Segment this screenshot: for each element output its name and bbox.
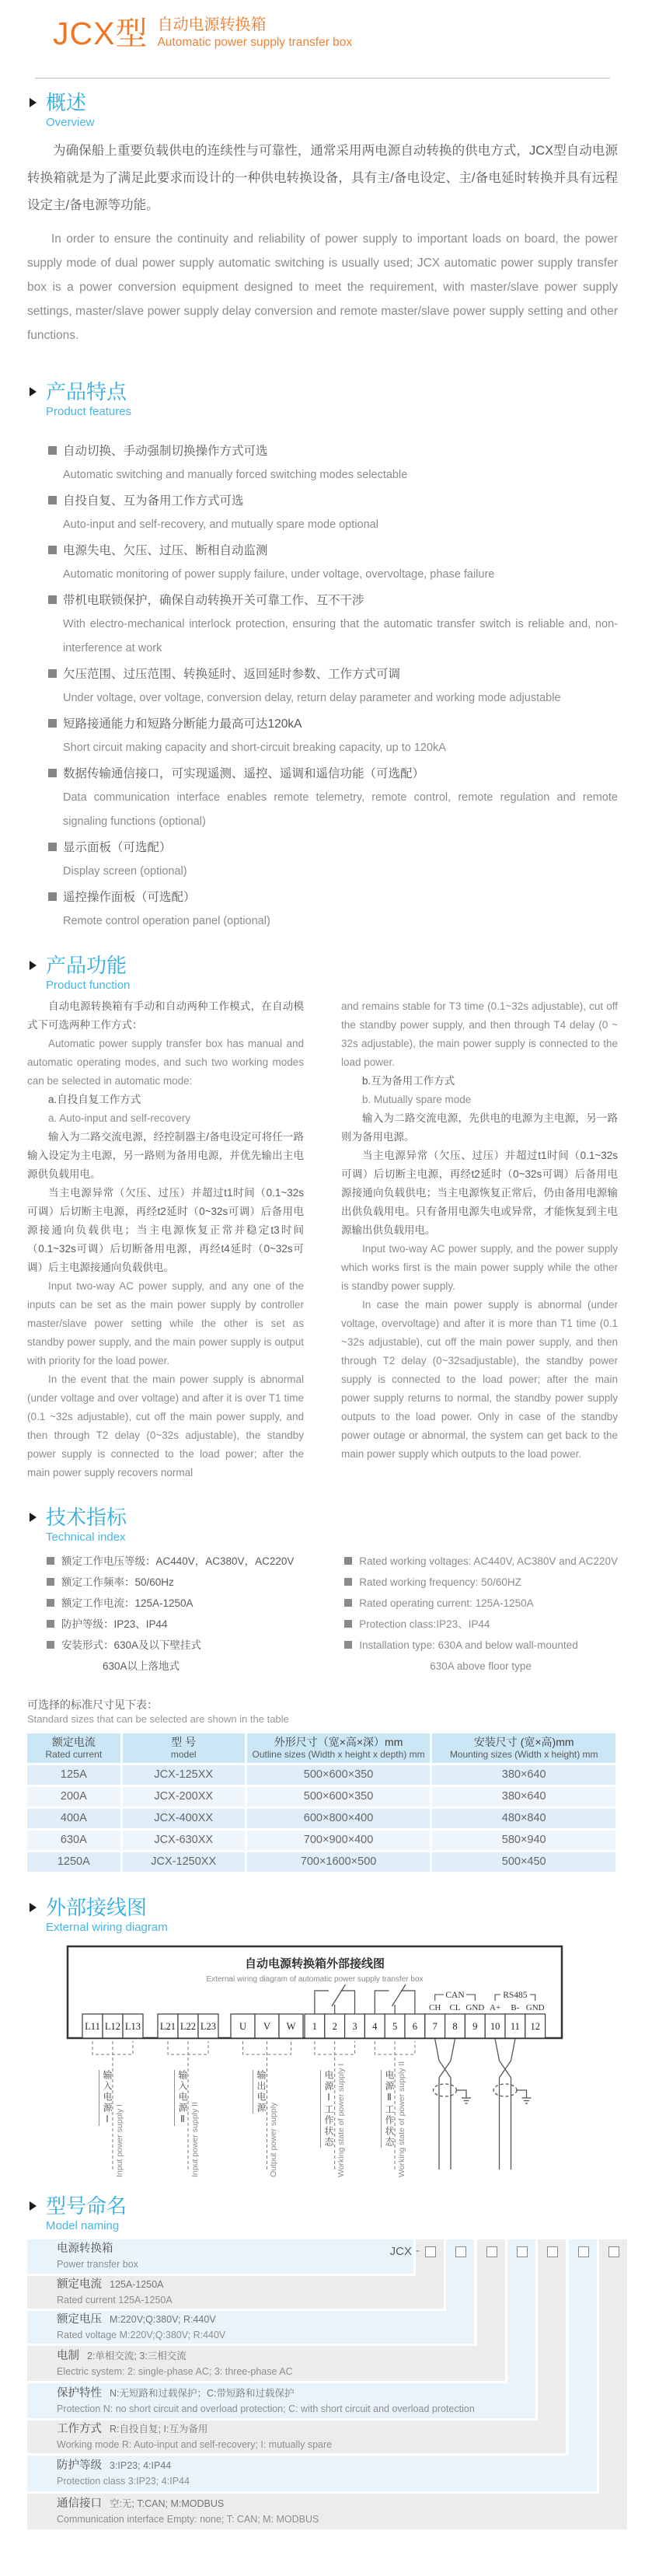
function-paragraph: Input two-way AC power supply, and any one of the inputs can be set as the main power supply by controller master/slave power setting while the other is set as standby power supply, and the main power supply is output with priority for the load power. <box>27 1280 304 1367</box>
section-title-zh: 概述 <box>46 91 87 114</box>
pin-gnd2: GND <box>525 2003 545 2012</box>
twisted-pair-rs485 <box>493 2039 532 2169</box>
group-label-zh: 电源Ⅰ工作状态 <box>320 2070 334 2148</box>
feature-item <box>48 539 618 587</box>
naming-row: 防护等级 3:IP23; 4:IP44 Protection class 3:IP23; 4:IP44 <box>27 2456 597 2491</box>
tech-item: 额定工作频率：50/60Hz <box>47 1572 344 1593</box>
section-marker-triangle <box>30 1903 37 1912</box>
code-column-strip <box>599 2239 627 2494</box>
function-paragraph: 输入为二路交流电源，经控制器主/备电设定可将任一路输入设定为主电源，另一路则为备用电源，并优先输出主电源供负载用电。 <box>27 1131 304 1180</box>
bullet-square-icon <box>48 669 57 678</box>
section-title-zh: 技术指标 <box>46 1506 127 1529</box>
wiring-diagram-svg <box>66 1944 563 2182</box>
feature-text-zh: 显示面板（可选配） <box>63 841 172 854</box>
tech-item: Protection class:IP23、IP44 <box>344 1614 618 1635</box>
svg-text:12: 12 <box>530 2021 540 2032</box>
section-title-zh: 产品特点 <box>46 380 127 403</box>
code-column-strip <box>538 2239 566 2421</box>
bullet-square-icon <box>48 769 57 777</box>
feature-text-en: Automatic monitoring of power supply failure, under voltage, overvoltage, phase failure <box>63 568 495 581</box>
wiring-diagram <box>27 1944 627 2182</box>
product-model-title: JCX型 <box>53 16 148 51</box>
sizes-intro-zh: 可选择的标准尺寸见下表： <box>27 1698 158 1711</box>
sizes-intro-en: Standard sizes that can be selected are shown in the table <box>27 1713 289 1725</box>
function-paragraph: 输入为二路交流电源，先供电的电源为主电源，另一路则为备用电源。 <box>341 1112 618 1143</box>
feature-text-zh: 带机电联锁保护，确保自动转换开关可靠工作、互不干涉 <box>63 594 364 607</box>
model-code-box <box>517 2246 528 2257</box>
feature-item <box>48 439 618 487</box>
bullet-square-icon <box>48 892 57 901</box>
naming-row: 额定电压 M:220V;Q:380V; R:440V Rated voltage M:220V;Q:380V; R:440V <box>27 2311 474 2344</box>
bullet-square-icon <box>48 496 57 504</box>
code-column-strip <box>569 2239 597 2456</box>
bullet-square-icon <box>48 546 57 554</box>
function-paragraph: Automatic power supply transfer box has manual and automatic operating modes, and such two working modes can be selected in automatic mode: <box>27 1038 304 1087</box>
feature-text-zh: 短路接通能力和短路分断能力最高可达120kA <box>63 717 302 731</box>
product-title-zh: 自动电源转换箱 <box>157 16 267 33</box>
diagram-box-title-zh: 自动电源转换箱外部接线图 <box>244 1958 385 1970</box>
tech-item: 额定工作电压等级：AC440V，AC380V，AC220V <box>47 1551 344 1572</box>
bullet-square-icon <box>48 719 57 728</box>
function-columns <box>27 997 618 1482</box>
group-label-zh: 电源Ⅱ工作状态 <box>381 2070 395 2148</box>
tech-item: 防护等级：IP23、IP44 <box>47 1614 344 1635</box>
function-paragraph: a.自投自复工作方式 <box>48 1094 141 1105</box>
model-code-dash: - <box>416 2244 420 2257</box>
function-paragraph: 自动电源转换箱有手动和自动两种工作模式，在自动模式下可选两种工作方式： <box>27 1000 304 1031</box>
feature-text-zh: 数据传输通信接口，可实现遥测、遥控、遥调和遥信功能（可选配） <box>63 767 425 780</box>
standard-sizes-table <box>25 1731 618 1874</box>
bus-pin-labels <box>429 2003 545 2012</box>
diagram-box-title-en: External wiring diagram of automatic power supply transfer box <box>206 1975 424 1984</box>
function-paragraph: In case the main power supply is abnormal (under voltage, overvoltage) and after it is more than T1 time (0.1 ~32s adjustable), cut off the main power supply, and then through T2 delay (0~32sadjustable), the standby power supply is connected to the load power; after the main power supply returns to normal, the standby power supply outputs to the load power. Only in case of the standby power outage or abnormal, the system can get back to the main power supply which outputs to the load power. <box>341 1299 618 1460</box>
feature-item <box>48 489 618 537</box>
bullet-square-icon <box>48 446 57 455</box>
model-code-box <box>608 2246 619 2257</box>
svg-text:1: 1 <box>312 2021 318 2032</box>
shield-ellipse <box>434 2084 457 2096</box>
naming-row: 额定电流 125A-1250A Rated current 125A-1250A <box>27 2276 444 2309</box>
tech-column-en <box>344 1551 618 1677</box>
svg-text:L23: L23 <box>200 2021 217 2032</box>
feature-text-zh: 欠压范围、过压范围、转换延时、返回延时参数、工作方式可调 <box>63 668 401 681</box>
table-row: 200A JCX-200XX 500×600×350 380×640 <box>27 1787 615 1806</box>
feature-item <box>48 762 618 834</box>
function-paragraph: In the event that the main power supply is abnormal (under voltage and over voltage) and after it is over T1 time (0.1 ~32s adjustable), cut off the main power supply, and then through T2 delay (0~32s adjustable), the standby power supply is connected to the load power; after the main power supply recovers normal <box>27 1374 304 1478</box>
bullet-square-icon <box>344 1641 352 1649</box>
code-column-strip <box>507 2239 535 2383</box>
svg-text:8: 8 <box>452 2021 458 2032</box>
tech-item: Rated working voltages: AC440V, AC380V and AC220V <box>344 1551 618 1572</box>
model-code-box <box>455 2246 466 2257</box>
feature-item <box>48 885 618 934</box>
function-paragraph: b. Mutually spare mode <box>362 1094 472 1105</box>
feature-text-en: Short circuit making capacity and short-circuit breaking capacity, up to 120kA <box>63 742 446 754</box>
group-label-en: Working state of power supply II <box>397 2061 406 2177</box>
feature-item <box>48 662 618 710</box>
naming-row: 保护特性 N:无短路和过载保护；C:带短路和过载保护 Protection N: no short circuit and overload protection; C: with short circuit and overload protection <box>27 2383 535 2418</box>
bullet-square-icon <box>47 1557 54 1565</box>
svg-text:W: W <box>286 2021 296 2032</box>
table-header-row: 额定电流 Rated current 型 号 model 外形尺寸（宽×高×深）mm Outline sizes (Width x height x depth) mm 安装尺寸 (宽×高)mm Mounting sizes (Width x height) mm <box>27 1733 615 1763</box>
svg-text:L11: L11 <box>85 2021 100 2032</box>
tech-item: 额定工作电流：125A-1250A <box>47 1593 344 1614</box>
bullet-square-icon <box>48 595 57 604</box>
pin-cl: CL <box>449 2003 461 2012</box>
feature-list <box>48 439 618 934</box>
feature-item <box>48 588 618 661</box>
naming-row: 通信接口 空:无; T:CAN; M:MODBUS Communication interface Empty: none; T: CAN; M: MODBUS <box>27 2494 627 2529</box>
model-code-box <box>578 2246 589 2257</box>
group-label-en: Working state of power supply I <box>336 2063 346 2177</box>
function-paragraph: Input two-way AC power supply, and the power supply which works first is the main power supply while the other is standby power supply. <box>341 1243 618 1292</box>
bullet-square-icon <box>344 1599 352 1607</box>
function-paragraph: and remains stable for T3 time (0.1~32s adjustable), cut off the standby power supply, and then through T4 delay (0 ~ 32s adjustable), the main power supply is connected to the load power. <box>341 1000 618 1068</box>
pin-a-plus: A+ <box>490 2003 501 2012</box>
section-title-en: Model naming <box>46 2219 120 2232</box>
function-paragraph: a. Auto-input and self-recovery <box>48 1112 191 1124</box>
svg-text:7: 7 <box>432 2021 438 2032</box>
group-label-en: Input power supply I <box>115 2104 124 2177</box>
svg-text:L22: L22 <box>180 2021 197 2032</box>
feature-text-en: Data communication interface enables remote telemetry, remote control, remote regulation and remote signaling functions (optional) <box>63 791 618 828</box>
feature-text-en: Auto-input and self-recovery, and mutually spare mode optional <box>63 518 378 531</box>
section-title-zh: 型号命名 <box>46 2194 127 2218</box>
group-label-en: Input power supply II <box>190 2102 200 2177</box>
section-title-en: Overview <box>46 116 95 129</box>
naming-row: 工作方式 R:自投自复; I:互为备用 Working mode R: Auto-input and self-recovery; I: mutually spare <box>27 2421 566 2453</box>
bullet-square-icon <box>344 1557 352 1565</box>
section-marker-triangle <box>30 2201 37 2211</box>
tech-item: Installation type: 630A and below wall-mounted <box>344 1635 618 1656</box>
naming-row: 电源转换箱 Power transfer box <box>27 2239 413 2274</box>
section-function-header <box>27 954 618 994</box>
page-header <box>53 11 645 61</box>
tech-index-columns <box>47 1551 618 1677</box>
feature-item <box>48 836 618 884</box>
section-marker-triangle <box>30 1513 37 1522</box>
section-marker-triangle <box>30 961 37 970</box>
feature-text-en: Under voltage, over voltage, conversion delay, return delay parameter and working mode adjustable <box>63 692 561 704</box>
tech-item: Rated operating current: 125A-1250A <box>344 1593 618 1614</box>
overview-paragraph-zh: 为确保船上重要负载供电的连续性与可靠性，通常采用两电源自动转换的供电方式，JCX型自动电源转换箱就是为了满足此要求而设计的一种供电转换设备，具有主/备电设定、主/备电延时转换并具有远程设定主/备电源等功能。 <box>27 144 618 212</box>
bullet-square-icon <box>47 1578 54 1586</box>
svg-text:L13: L13 <box>124 2021 141 2032</box>
bullet-square-icon <box>47 1620 54 1628</box>
section-title-en: Product features <box>46 405 132 418</box>
switch-symbol-power1 <box>315 1984 355 2014</box>
feature-text-zh: 自动切换、手动强制切换操作方式可选 <box>63 445 268 458</box>
svg-text:4: 4 <box>372 2021 378 2032</box>
svg-text:5: 5 <box>392 2021 398 2032</box>
tech-item-continuation: 630A以上落地式 <box>103 1660 180 1672</box>
section-features-header <box>27 380 618 421</box>
table-row: 125A JCX-125XX 500×600×350 380×640 <box>27 1765 615 1785</box>
feature-text-en: Display screen (optional) <box>63 865 187 878</box>
section-title-zh: 产品功能 <box>46 954 127 977</box>
overview-paragraph-en: In order to ensure the continuity and reliability of power supply to important loads on board, the power supply mode of dual power supply automatic switching is usually used; JCX automatic power supply transfer box is a power conversion equipment designed to meet the requirement, with master/slave power supply settings, master/slave power supply delay conversion and remote master/slave power supply setting and other functions. <box>27 232 618 342</box>
pin-b-minus: B- <box>511 2003 520 2012</box>
svg-text:2: 2 <box>332 2021 337 2032</box>
switch-symbol-power2 <box>375 1984 415 2014</box>
tech-item: Rated working frequency: 50/60HZ <box>344 1572 618 1593</box>
svg-text:6: 6 <box>412 2021 418 2032</box>
feature-text-zh: 遥控操作面板（可选配） <box>63 891 196 904</box>
pin-ch: CH <box>429 2003 441 2012</box>
function-column-right <box>341 997 618 1482</box>
twisted-pair-can <box>434 2039 472 2169</box>
function-paragraph: 当主电源异常（欠压、过压）并超过t1时间（0.1~32s可调）后切断主电源，再经t2延时（0~32s可调）后备用电源接通向负载供电；当主电源恢复正常并稳定t3时间（0.1~32s可调）后切断备用电源，再经t4延时（0~32s可调）后主电源接通向负载供电。 <box>27 1187 304 1273</box>
bullet-square-icon <box>48 843 57 851</box>
model-naming-diagram <box>27 2239 627 2529</box>
section-marker-triangle <box>30 387 37 396</box>
feature-text-en: Remote control operation panel (optional) <box>63 915 270 927</box>
tech-item: 安装形式：630A及以下壁挂式 <box>47 1635 344 1656</box>
section-marker-triangle <box>30 98 37 107</box>
table-row: 1250A JCX-1250XX 700×1600×500 500×450 <box>27 1852 615 1872</box>
svg-text:9: 9 <box>472 2021 478 2032</box>
code-column-strip <box>416 2239 444 2276</box>
svg-text:3: 3 <box>352 2021 357 2032</box>
feature-text-en: Automatic switching and manually forced switching modes selectable <box>63 469 408 481</box>
bullet-square-icon <box>47 1599 54 1607</box>
section-naming-header <box>27 2194 618 2235</box>
pin-gnd1: GND <box>465 2003 485 2012</box>
feature-text-zh: 电源失电、欠压、过压、断相自动监测 <box>63 544 268 557</box>
naming-row: 电制 2:单相交流; 3:三相交流 Electric system: 2: single-phase AC; 3: three-phase AC <box>27 2346 505 2381</box>
svg-text:V: V <box>263 2021 271 2032</box>
function-column-left <box>27 997 304 1482</box>
section-title-en: Product function <box>46 979 131 992</box>
model-code-box <box>486 2246 497 2257</box>
group-label-zh: 输入电源Ⅱ <box>174 2070 188 2126</box>
feature-text-zh: 自投自复、互为备用工作方式可选 <box>63 494 244 508</box>
rs485-bus-label: RS485 <box>503 1991 528 2000</box>
bullet-square-icon <box>344 1620 352 1628</box>
model-code-prefix: JCX <box>389 2245 412 2258</box>
svg-text:L21: L21 <box>159 2021 176 2032</box>
model-code-box <box>547 2246 558 2257</box>
tech-item-continuation: 630A above floor type <box>430 1660 532 1672</box>
function-paragraph: 当主电源异常（欠压、过压）并超过t1时间（0.1~32s可调）后切断主电源，再经t2延时（0~32s可调）后备用电源接通向负载供电；当主电源恢复正常后，仍由备用电源输出供负载用电。只有备用电源失电或异常，才能恢复到主电源输出供负载用电。 <box>341 1150 618 1236</box>
svg-text:U: U <box>239 2021 247 2032</box>
can-bus-label: CAN <box>445 1991 465 2000</box>
shield-ellipse <box>493 2084 517 2096</box>
section-overview-header <box>27 91 618 131</box>
group-label-zh: 输入电源Ⅰ <box>99 2070 113 2126</box>
svg-text:10: 10 <box>490 2021 500 2032</box>
bullet-square-icon <box>344 1578 352 1586</box>
svg-text:L12: L12 <box>104 2021 121 2032</box>
section-wiring-header <box>27 1896 618 1936</box>
feature-text-en: With electro-mechanical interlock protection, ensuring that the automatic transfer switch is reliable and, non-interference at work <box>63 618 618 654</box>
section-title-zh: 外部接线图 <box>46 1896 148 1919</box>
table-row: 400A JCX-400XX 600×800×400 480×840 <box>27 1809 615 1828</box>
section-title-en: External wiring diagram <box>46 1921 168 1934</box>
header-divider <box>35 78 610 79</box>
svg-text:11: 11 <box>510 2021 520 2032</box>
function-paragraph: b.互为备用工作方式 <box>362 1075 455 1087</box>
bullet-square-icon <box>47 1641 54 1649</box>
feature-item <box>48 712 618 760</box>
table-row: 630A JCX-630XX 700×900×400 580×940 <box>27 1831 615 1850</box>
product-title-en: Automatic power supply transfer box <box>157 36 353 49</box>
group-label-en: Output power supply <box>269 2102 278 2177</box>
section-title-en: Technical index <box>46 1531 126 1544</box>
tech-column-zh <box>47 1551 344 1677</box>
model-code-box <box>425 2246 436 2257</box>
group-label-zh: 输出电源 <box>253 2070 267 2114</box>
section-tech-header <box>27 1506 618 1546</box>
